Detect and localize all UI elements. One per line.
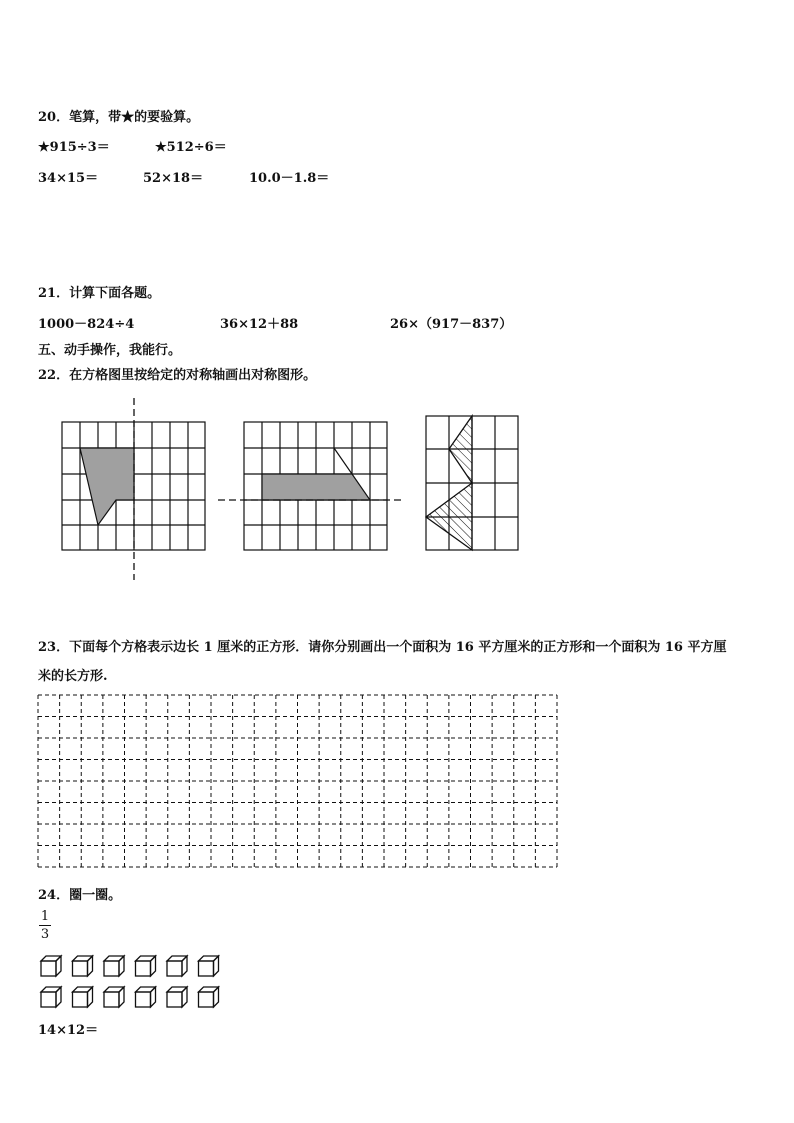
cube-icon [167,987,187,1007]
q20-item-1: ★915÷3＝ [38,140,110,155]
symmetry-grid-1 [60,397,210,582]
q20-item-3: 34×15＝ [38,171,99,186]
q21-item-2: 36×12＋88 [220,317,299,332]
cube-rows [38,952,228,1010]
q20-item-5: 10.0－1.8＝ [249,171,330,186]
q20-item-4: 52×18＝ [143,171,204,186]
fraction-numerator: 1 [40,909,50,924]
cube-icon [136,987,156,1007]
q21-item-3: 26×（917－837） [390,317,513,332]
cube-icon [73,987,93,1007]
q20-title: 20．笔算，带★的要验算。 [38,110,200,125]
cube-icon [73,956,93,976]
cube-icon [104,956,124,976]
q20-item-2: ★512÷6＝ [155,140,227,155]
fraction-denominator: 3 [40,927,50,942]
symmetry-grid-3 [420,412,525,555]
q22-title: 22．在方格图里按给定的对称轴画出对称图形。 [38,368,317,383]
dashed-square-grid [36,693,559,869]
q21-item-1: 1000－824÷4 [38,317,135,332]
section-five-title: 五、动手操作，我能行。 [38,343,182,358]
cube-icon [41,987,61,1007]
cube-icon [167,956,187,976]
cube-icon [104,987,124,1007]
shaded-shape-1 [80,448,134,525]
q23-title-line1: 23．下面每个方格表示边长 1 厘米的正方形．请你分别画出一个面积为 16 平方厘米的正方形和一个面积为 16 平方厘 [38,640,727,655]
cube-icon [41,956,61,976]
hatched-triangle-top [449,416,472,483]
q24-expression: 14×12＝ [38,1023,99,1038]
cube-icon [199,956,219,976]
cube-icon [199,987,219,1007]
q23-title-line2: 米的长方形. [38,669,108,684]
symmetry-grid-2 [215,418,405,553]
q24-title: 24．圈一圈。 [38,888,122,903]
fraction-bar [39,925,51,926]
fraction-one-third [39,909,51,942]
cube-icon [136,956,156,976]
q21-title: 21．计算下面各题。 [38,286,161,301]
